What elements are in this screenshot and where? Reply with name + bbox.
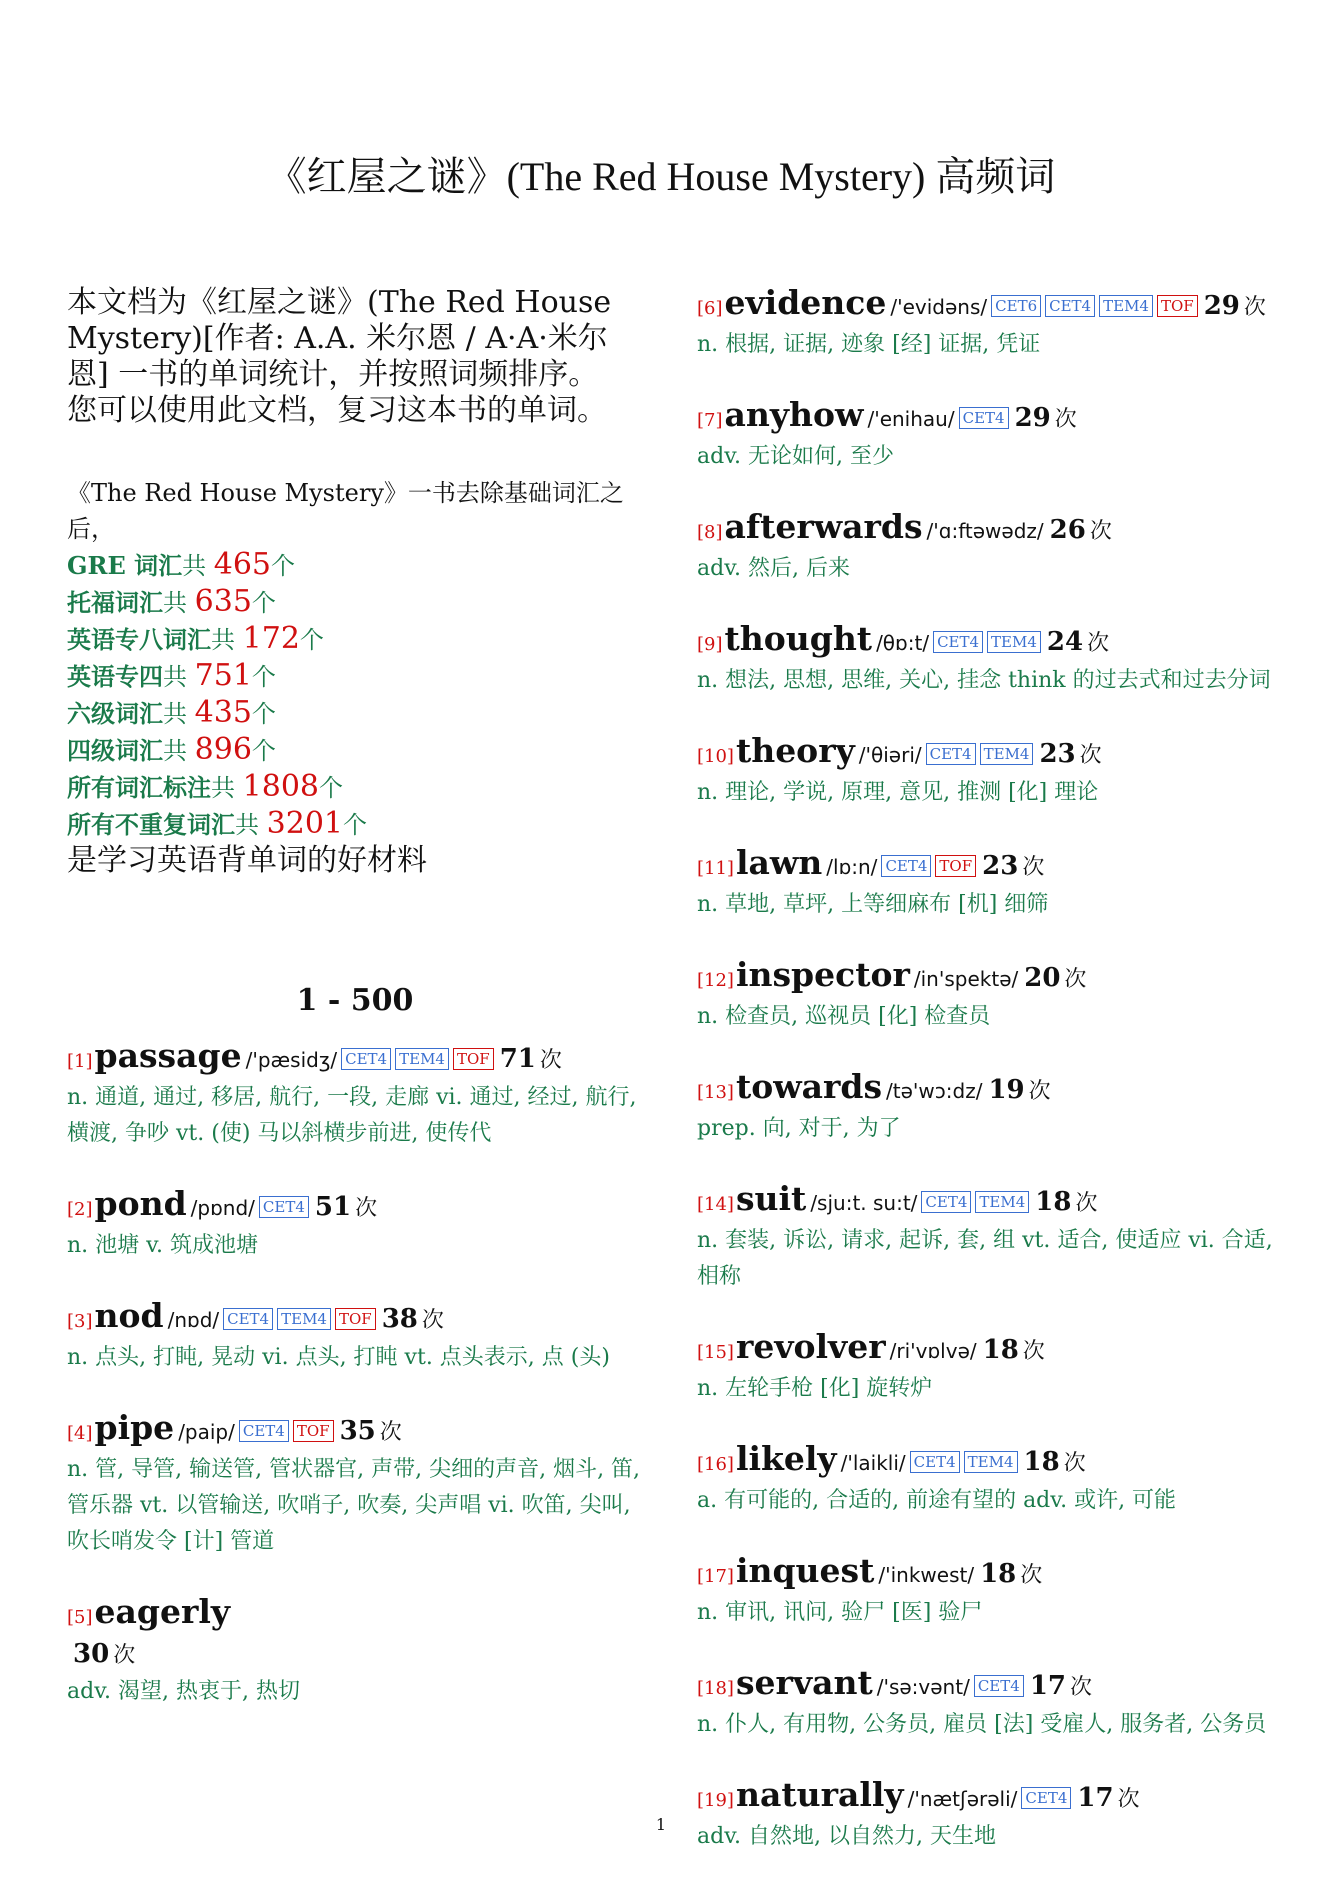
word-entry [697, 621, 1273, 699]
entry-times-label: 次 [1075, 1191, 1098, 1216]
word-entry [67, 1410, 643, 1560]
entry-index: [5] [67, 1607, 93, 1628]
entry-count: 18 [1035, 1187, 1072, 1217]
exam-tag-tem4: TEM4 [1099, 295, 1153, 317]
entry-word: eagerly [94, 1592, 231, 1631]
stat-connector: 共 [163, 589, 195, 617]
entry-times-label: 次 [1054, 407, 1077, 432]
entry-headline [697, 1665, 1273, 1707]
stat-connector: 共 [211, 626, 243, 654]
entry-count: 51 [314, 1192, 352, 1222]
entry-word: afterwards [724, 507, 923, 546]
stat-connector: 共 [163, 700, 195, 728]
entry-phonetic: /'ɑ:ftəwədz/ [926, 519, 1044, 543]
entry-times-label: 次 [1064, 967, 1087, 992]
entry-word: naturally [735, 1775, 904, 1814]
exam-tag-cet4: CET4 [1021, 1787, 1071, 1809]
exam-tag-cet4: CET4 [933, 631, 983, 653]
stat-label: 英语专八词汇 [67, 625, 211, 654]
entry-count: 29 [1014, 403, 1051, 433]
entry-times-label: 次 [1243, 295, 1266, 320]
stat-count: 435 [194, 695, 252, 730]
entry-phonetic: /pɒnd/ [190, 1196, 255, 1220]
entry-times-label: 次 [379, 1420, 402, 1445]
entry-index: [13] [697, 1082, 734, 1103]
stat-row [67, 769, 643, 806]
stat-row [67, 658, 643, 695]
word-entry [697, 1665, 1273, 1743]
entry-count-line [67, 1636, 643, 1674]
exam-tag-tem4: TEM4 [987, 631, 1041, 653]
stat-connector: 共 [163, 737, 195, 765]
entry-index: [4] [67, 1423, 93, 1444]
entry-phonetic: /nɒd/ [167, 1308, 220, 1332]
entry-definition: adv. 然后, 后来 [697, 556, 850, 581]
entry-word: passage [94, 1036, 242, 1075]
entry-definition: adv. 渴望, 热衷于, 热切 [67, 1679, 300, 1704]
entry-count: 38 [381, 1304, 418, 1334]
stat-unit: 个 [251, 589, 276, 617]
stats-lead: 《The Red House Mystery》一书去除基础词汇之后， [67, 479, 624, 543]
entry-phonetic: /in'spektə/ [913, 967, 1019, 991]
intro [67, 285, 643, 429]
entry-definition: n. 仆人, 有用物, 公务员, 雇员 [法] 受雇人, 服务者, 公务员 [697, 1712, 1267, 1737]
entry-index: [3] [67, 1311, 93, 1332]
entry-phonetic: /ri'vɒlvə/ [889, 1339, 977, 1363]
exam-tag-cet4: CET4 [1045, 295, 1095, 317]
stat-unit: 个 [251, 663, 276, 691]
word-entry [697, 1181, 1273, 1295]
entry-word: thought [724, 619, 873, 658]
entry-index: [1] [67, 1051, 93, 1072]
stat-count: 465 [213, 547, 271, 582]
entry-phonetic: /'nætʃərəli/ [907, 1787, 1018, 1811]
exam-tag-cet4: CET4 [974, 1675, 1024, 1697]
exam-tag-tem4: TEM4 [980, 743, 1034, 765]
right-column [697, 285, 1273, 1889]
page-number: 1 [655, 1815, 667, 1834]
entry-index: [17] [697, 1566, 734, 1587]
exam-tag-cet4: CET4 [259, 1196, 309, 1218]
page-title: 《红屋之谜》(The Red House Mystery) 高频词 [266, 154, 1056, 199]
left-column [67, 285, 643, 1744]
entry-phonetic: /'θiəri/ [858, 743, 922, 767]
exam-tag-tem4: TEM4 [975, 1191, 1029, 1213]
exam-tag-cet4: CET4 [959, 407, 1009, 429]
entry-times-label: 次 [1079, 743, 1102, 768]
word-entry [697, 1329, 1273, 1407]
stat-unit: 个 [251, 700, 276, 728]
entry-word: theory [735, 731, 855, 770]
entry-count: 19 [988, 1075, 1025, 1105]
word-entry [697, 845, 1273, 923]
intro-line-1: 本文档为《红屋之谜》(The Red House Mystery)[作者: A.A. 米尔恩 / A·A·米尔恩] 一书的单词统计，并按照词频排序。 [67, 285, 612, 392]
entry-word: revolver [735, 1327, 886, 1366]
stat-label: 托福词汇 [67, 588, 163, 617]
intro-line-2: 您可以使用此文档，复习这本书的单词。 [67, 393, 607, 428]
entry-count: 24 [1046, 627, 1084, 657]
entry-count: 18 [1023, 1447, 1060, 1477]
entry-headline [67, 1038, 643, 1080]
entry-phonetic: /'sə:vənt/ [876, 1675, 970, 1699]
entry-word: inspector [735, 955, 910, 994]
entry-word: evidence [724, 283, 887, 322]
stats-list [67, 547, 643, 843]
stat-connector: 共 [163, 663, 195, 691]
word-entry [67, 1038, 643, 1152]
entry-phonetic: /paip/ [178, 1420, 235, 1444]
stat-row [67, 621, 643, 658]
stat-count: 3201 [266, 806, 343, 841]
exam-tag-tem4: TEM4 [964, 1451, 1018, 1473]
exam-tag-tof: TOF [935, 855, 976, 877]
word-entry [697, 1553, 1273, 1631]
entry-times-label: 次 [1022, 855, 1045, 880]
entry-phonetic: /θɒ:t/ [876, 631, 930, 655]
entry-phonetic: /'pæsidʒ/ [245, 1048, 338, 1072]
exam-tag-tof: TOF [293, 1420, 334, 1442]
exam-tag-cet6: CET6 [991, 295, 1041, 317]
word-entry [67, 1594, 643, 1710]
stat-label: 四级词汇 [67, 736, 163, 765]
entry-index: [18] [697, 1678, 734, 1699]
entry-phonetic: /'laikli/ [840, 1451, 906, 1475]
entry-word: towards [735, 1067, 883, 1106]
stat-connector: 共 [235, 811, 267, 839]
word-entry [697, 285, 1273, 363]
exam-tag-tof: TOF [335, 1308, 376, 1330]
entry-headline [697, 1329, 1273, 1371]
entry-headline [697, 1777, 1273, 1819]
exam-tag-tem4: TEM4 [395, 1048, 449, 1070]
stat-label: 英语专四 [67, 662, 163, 691]
word-entry [697, 397, 1273, 475]
exam-tag-cet4: CET4 [239, 1420, 289, 1442]
entry-headline [697, 509, 1273, 551]
entry-headline [67, 1594, 643, 1636]
exam-tag-cet4: CET4 [341, 1048, 391, 1070]
entry-word: pond [94, 1184, 187, 1223]
stats-block [67, 475, 643, 879]
entry-count: 23 [1039, 739, 1076, 769]
stat-connector: 共 [211, 774, 243, 802]
entry-phonetic: /'inkwest/ [878, 1563, 975, 1587]
entry-times-label: 次 [113, 1643, 136, 1668]
entry-index: [10] [697, 746, 734, 767]
entry-count: 17 [1029, 1671, 1066, 1701]
entry-phonetic: /tə'wɔ:dz/ [886, 1079, 983, 1103]
entry-headline [697, 285, 1273, 327]
word-entry [697, 1069, 1273, 1147]
entry-list-left [67, 1038, 643, 1710]
entry-index: [6] [697, 298, 723, 319]
entry-index: [8] [697, 522, 723, 543]
entry-times-label: 次 [1022, 1339, 1045, 1364]
stat-count: 896 [194, 732, 252, 767]
stat-row [67, 584, 643, 621]
entry-headline [697, 733, 1273, 775]
entry-definition: n. 左轮手枪 [化] 旋转炉 [697, 1376, 933, 1401]
entry-times-label: 次 [1028, 1079, 1051, 1104]
entry-times-label: 次 [1089, 519, 1112, 544]
entry-headline [697, 397, 1273, 439]
stat-count: 172 [242, 621, 300, 656]
exam-tag-cet4: CET4 [921, 1191, 971, 1213]
entry-definition: n. 点头, 打盹, 晃动 vi. 点头, 打盹 vt. 点头表示, 点 (头) [67, 1345, 610, 1370]
entry-word: suit [735, 1179, 807, 1218]
entry-definition: n. 池塘 v. 筑成池塘 [67, 1233, 258, 1258]
entry-headline [67, 1186, 643, 1228]
entry-count: 23 [982, 851, 1019, 881]
entry-definition: prep. 向, 对于, 为了 [697, 1116, 901, 1141]
entry-headline [697, 1441, 1273, 1483]
entry-count: 29 [1203, 291, 1240, 321]
stat-label: 所有词汇标注 [67, 773, 211, 802]
entry-phonetic: /'enihau/ [867, 407, 955, 431]
entry-definition: adv. 无论如何, 至少 [697, 444, 894, 469]
entry-times-label: 次 [355, 1196, 378, 1221]
entry-definition: n. 审讯, 讯问, 验尸 [医] 验尸 [697, 1600, 983, 1625]
entry-times-label: 次 [1070, 1675, 1093, 1700]
entry-list-right [697, 285, 1273, 1855]
entry-index: [19] [697, 1790, 734, 1811]
entry-times-label: 次 [1087, 631, 1110, 656]
entry-index: [16] [697, 1454, 734, 1475]
entry-times-label: 次 [539, 1048, 562, 1073]
stat-row [67, 732, 643, 769]
entry-definition: n. 管, 导管, 输送管, 管状器官, 声带, 尖细的声音, 烟斗, 笛, 管乐器 vt. 以管输送, 吹哨子, 吹奏, 尖声唱 vi. 吹笛, 尖叫, 吹长哨发令 [计] 管道 [67, 1457, 641, 1554]
entry-headline [697, 1181, 1273, 1223]
entry-count: 20 [1024, 963, 1061, 993]
entry-phonetic: /'evidəns/ [890, 295, 988, 319]
exam-tag-cet4: CET4 [223, 1308, 273, 1330]
entry-count: 18 [982, 1335, 1019, 1365]
entry-headline [697, 621, 1273, 663]
entry-word: pipe [94, 1408, 175, 1447]
entry-word: nod [94, 1296, 164, 1335]
entry-count: 18 [980, 1559, 1017, 1589]
stat-row [67, 695, 643, 732]
entry-definition: n. 草地, 草坪, 上等细麻布 [机] 细筛 [697, 892, 1049, 917]
entry-count: 35 [339, 1416, 376, 1446]
stat-count: 1808 [242, 769, 319, 804]
exam-tag-tem4: TEM4 [277, 1308, 331, 1330]
entry-definition: n. 想法, 思想, 思维, 关心, 挂念 think 的过去式和过去分词 [697, 668, 1271, 693]
exam-tag-tof: TOF [453, 1048, 494, 1070]
entry-definition: adv. 自然地, 以自然力, 天生地 [697, 1824, 996, 1849]
exam-tag-cet4: CET4 [881, 855, 931, 877]
word-entry [697, 1441, 1273, 1519]
word-entry [67, 1298, 643, 1376]
section-heading: 1 - 500 [296, 983, 414, 1018]
entry-word: servant [735, 1663, 873, 1702]
exam-tag-cet4: CET4 [910, 1451, 960, 1473]
entry-times-label: 次 [1063, 1451, 1086, 1476]
entry-headline [697, 1553, 1273, 1595]
stat-count: 635 [194, 584, 252, 619]
entry-phonetic: /sju:t. su:t/ [810, 1191, 918, 1215]
entry-word: likely [735, 1439, 837, 1478]
entry-times-label: 次 [1117, 1787, 1140, 1812]
entry-count: 30 [73, 1639, 110, 1669]
stat-unit: 个 [251, 737, 276, 765]
entry-index: [12] [697, 970, 734, 991]
entry-definition: n. 根据, 证据, 迹象 [经] 证据, 凭证 [697, 332, 1041, 357]
entry-index: [15] [697, 1342, 734, 1363]
entry-headline [697, 845, 1273, 887]
entry-count: 71 [499, 1044, 536, 1074]
entry-definition: n. 理论, 学说, 原理, 意见, 推测 [化] 理论 [697, 780, 1099, 805]
entry-times-label: 次 [1020, 1563, 1043, 1588]
stat-row [67, 806, 643, 843]
entry-headline [697, 957, 1273, 999]
word-entry [697, 509, 1273, 587]
entry-headline [67, 1410, 643, 1452]
exam-tag-cet4: CET4 [926, 743, 976, 765]
entry-definition: a. 有可能的, 合适的, 前途有望的 adv. 或许, 可能 [697, 1488, 1177, 1513]
stat-connector: 共 [182, 552, 214, 580]
entry-count: 26 [1049, 515, 1086, 545]
stat-label: 六级词汇 [67, 699, 163, 728]
entry-headline [697, 1069, 1273, 1111]
exam-tag-tof: TOF [1157, 295, 1198, 317]
entry-index: [2] [67, 1199, 93, 1220]
stat-label: GRE 词汇 [67, 551, 183, 580]
stat-count: 751 [194, 658, 252, 693]
entry-definition: n. 通道, 通过, 移居, 航行, 一段, 走廊 vi. 通过, 经过, 航行, 横渡, 争吵 vt. (使) 马以斜横步前进, 使传代 [67, 1085, 637, 1146]
entry-definition: n. 检查员, 巡视员 [化] 检查员 [697, 1004, 991, 1029]
entry-count: 17 [1077, 1783, 1114, 1813]
entry-index: [7] [697, 410, 723, 431]
entry-index: [14] [697, 1194, 734, 1215]
stat-unit: 个 [343, 811, 367, 839]
entry-times-label: 次 [421, 1308, 444, 1333]
stat-unit: 个 [319, 774, 343, 802]
entry-headline [67, 1298, 643, 1340]
entry-index: [11] [697, 858, 734, 879]
stat-label: 所有不重复词汇 [67, 810, 235, 839]
entry-definition: n. 套装, 诉讼, 请求, 起诉, 套, 组 vt. 适合, 使适应 vi. 合适, 相称 [697, 1228, 1273, 1289]
entry-word: lawn [735, 843, 823, 882]
word-entry [697, 957, 1273, 1035]
stats-closing: 是学习英语背单词的好材料 [67, 843, 427, 878]
entry-phonetic: /lɒ:n/ [826, 855, 878, 879]
entry-word: anyhow [724, 395, 864, 434]
entry-word: inquest [735, 1551, 875, 1590]
stat-unit: 个 [299, 626, 324, 654]
entry-index: [9] [697, 634, 723, 655]
word-entry [697, 733, 1273, 811]
stat-row [67, 547, 643, 584]
word-entry [67, 1186, 643, 1264]
stat-unit: 个 [271, 552, 295, 580]
